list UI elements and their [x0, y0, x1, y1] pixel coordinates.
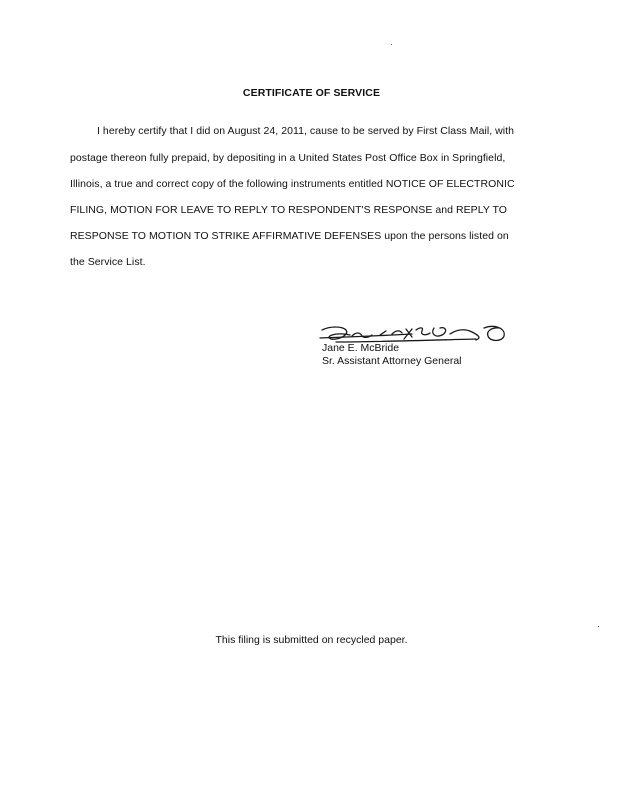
- body-line: RESPONSE TO MOTION TO STRIKE AFFIRMATIVE DEFENSES upon the persons listed on: [70, 230, 509, 242]
- scan-speck: [391, 44, 392, 45]
- scan-speck: [598, 626, 599, 627]
- body-line: postage thereon fully prepaid, by depositing in a United States Post Office Box in Springfield,: [70, 152, 506, 164]
- signer-title: Sr. Assistant Attorney General: [322, 355, 462, 367]
- signer-name: Jane E. McBride: [322, 342, 400, 354]
- recycled-paper-note: This filing is submitted on recycled paper.: [215, 634, 408, 646]
- body-line: Illinois, a true and correct copy of the following instruments entitled NOTICE OF ELECTRONIC: [70, 178, 515, 190]
- document-title: CERTIFICATE OF SERVICE: [242, 87, 381, 99]
- body-line: the Service List.: [70, 256, 146, 268]
- body-line: FILING, MOTION FOR LEAVE TO REPLY TO RESPONDENT'S RESPONSE and REPLY TO: [70, 204, 507, 216]
- body-line: I hereby certify that I did on August 24, 2011, cause to be served by First Class Mail, with: [97, 125, 515, 137]
